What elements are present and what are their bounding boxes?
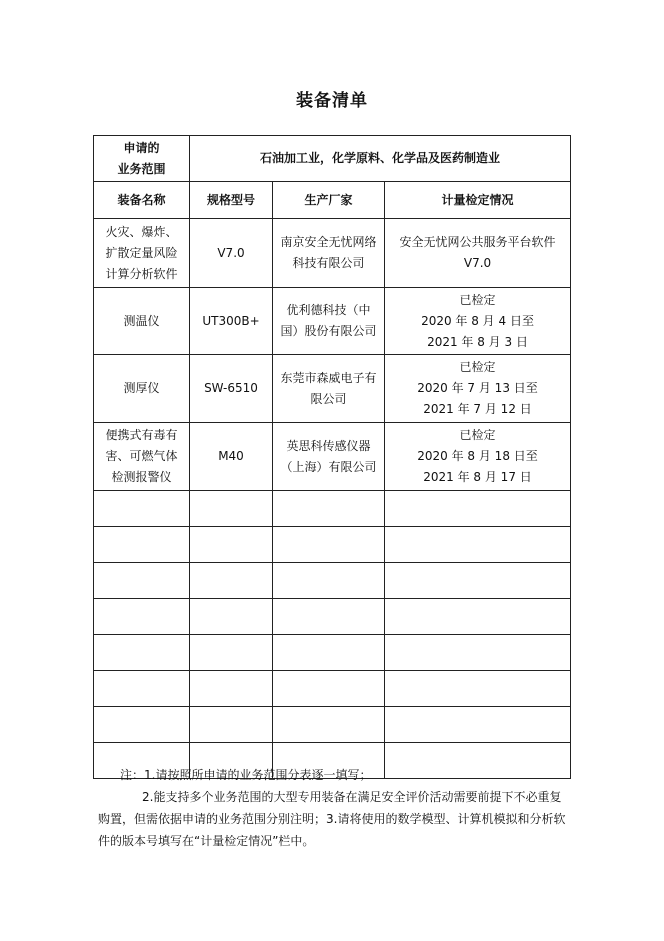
table-cell: 测厚仪 bbox=[94, 355, 190, 423]
empty-row bbox=[94, 707, 571, 743]
empty-row bbox=[94, 563, 571, 599]
table-cell: 便携式有毒有害、可燃气体检测报警仪 bbox=[94, 423, 190, 491]
empty-cell bbox=[385, 527, 571, 563]
column-header: 生产厂家 bbox=[273, 182, 385, 219]
table-cell: 南京安全无忧网络科技有限公司 bbox=[273, 219, 385, 288]
table-cell: 已检定 2020 年 7 月 13 日至 2021 年 7 月 12 日 bbox=[385, 355, 571, 423]
empty-cell bbox=[190, 491, 273, 527]
column-header: 规格型号 bbox=[190, 182, 273, 219]
empty-cell bbox=[273, 599, 385, 635]
table-cell: 已检定 2020 年 8 月 18 日至 2021 年 8 月 17 日 bbox=[385, 423, 571, 491]
table-cell: 已检定 2020 年 8 月 4 日至 2021 年 8 月 3 日 bbox=[385, 288, 571, 355]
table-cell: 安全无忧网公共服务平台软件V7.0 bbox=[385, 219, 571, 288]
table-cell: UT300B+ bbox=[190, 288, 273, 355]
table-cell: SW-6510 bbox=[190, 355, 273, 423]
table-row bbox=[94, 219, 571, 288]
empty-cell bbox=[385, 599, 571, 635]
empty-cell bbox=[273, 635, 385, 671]
empty-cell bbox=[190, 671, 273, 707]
notes bbox=[98, 764, 572, 852]
empty-cell bbox=[273, 527, 385, 563]
empty-row bbox=[94, 491, 571, 527]
empty-cell bbox=[190, 527, 273, 563]
empty-cell bbox=[190, 563, 273, 599]
empty-cell bbox=[273, 707, 385, 743]
empty-cell bbox=[385, 635, 571, 671]
column-header: 装备名称 bbox=[94, 182, 190, 219]
empty-row bbox=[94, 527, 571, 563]
page-title: 装备清单 bbox=[296, 91, 368, 111]
table-row bbox=[94, 355, 571, 423]
empty-cell bbox=[190, 599, 273, 635]
empty-cell bbox=[94, 491, 190, 527]
scope-value: 石油加工业，化学原料、化学品及医药制造业 bbox=[190, 136, 571, 182]
empty-cell bbox=[190, 707, 273, 743]
table-cell: 优利德科技（中国）股份有限公司 bbox=[273, 288, 385, 355]
note-2: 2.能支持多个业务范围的大型专用装备在满足安全评价活动需要前提下不必重复购置，但需依据申请的业务范围分别注明；3.请将使用的数学模型、计算机模拟和分析软件的版本号填写在“计量检定情况”栏中。 bbox=[98, 790, 566, 848]
empty-cell bbox=[94, 635, 190, 671]
scope-row bbox=[94, 136, 571, 182]
empty-cell bbox=[94, 563, 190, 599]
table-row bbox=[94, 288, 571, 355]
empty-cell bbox=[190, 635, 273, 671]
empty-cell bbox=[385, 707, 571, 743]
column-header: 计量检定情况 bbox=[385, 182, 571, 219]
empty-cell bbox=[273, 671, 385, 707]
table-cell: 英思科传感仪器（上海）有限公司 bbox=[273, 423, 385, 491]
empty-cell bbox=[94, 599, 190, 635]
table-cell: 测温仪 bbox=[94, 288, 190, 355]
table-cell: M40 bbox=[190, 423, 273, 491]
empty-cell bbox=[385, 563, 571, 599]
empty-cell bbox=[94, 671, 190, 707]
table-cell: 东莞市森威电子有限公司 bbox=[273, 355, 385, 423]
table-row bbox=[94, 423, 571, 491]
table-cell: 火灾、爆炸、扩散定量风险计算分析软件 bbox=[94, 219, 190, 288]
empty-cell bbox=[94, 707, 190, 743]
empty-row bbox=[94, 635, 571, 671]
note-1: 注：1.请按照所申请的业务范围分表逐一填写； bbox=[120, 768, 372, 782]
empty-cell bbox=[385, 491, 571, 527]
header-row bbox=[94, 182, 571, 219]
empty-cell bbox=[273, 491, 385, 527]
table-cell: V7.0 bbox=[190, 219, 273, 288]
empty-cell bbox=[385, 671, 571, 707]
empty-row bbox=[94, 671, 571, 707]
equipment-table bbox=[93, 135, 571, 779]
empty-cell bbox=[94, 527, 190, 563]
empty-cell bbox=[273, 563, 385, 599]
empty-row bbox=[94, 599, 571, 635]
scope-label: 申请的 业务范围 bbox=[94, 136, 190, 182]
